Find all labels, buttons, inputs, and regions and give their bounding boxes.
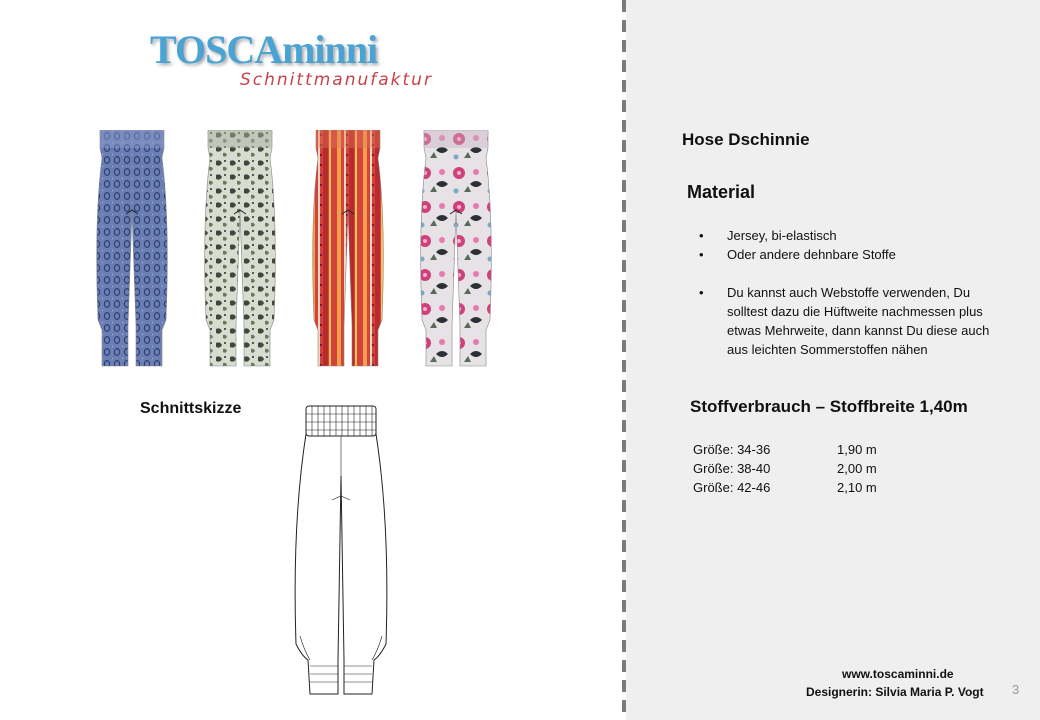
brand-tagline: Schnittmanufaktur bbox=[240, 70, 433, 90]
material-heading: Material bbox=[687, 182, 756, 202]
table-row bbox=[693, 440, 877, 459]
fabric-usage-heading: Stoffverbrauch – Stoffbreite 1,40m bbox=[690, 397, 968, 416]
amount-cell: 1,90 m bbox=[837, 442, 877, 457]
material-item: • Jersey, bi-elastisch bbox=[697, 226, 1007, 245]
size-cell: Größe: 34-36 bbox=[693, 442, 771, 457]
pants-blue-print-image bbox=[92, 130, 172, 370]
material-item: • Oder andere dehnbare Stoffe bbox=[697, 245, 1007, 264]
right-panel bbox=[626, 0, 1040, 720]
pants-paisley-print-image bbox=[200, 130, 280, 370]
table-row bbox=[693, 459, 877, 478]
pants-stripe-print-image bbox=[308, 130, 388, 370]
brand-logo: TOSCAminni bbox=[150, 27, 378, 72]
size-cell: Größe: 38-40 bbox=[693, 461, 771, 476]
website-link[interactable]: www.toscaminni.de bbox=[842, 667, 954, 681]
designer-credit: Designerin: Silvia Maria P. Vogt bbox=[806, 685, 984, 699]
amount-cell: 2,10 m bbox=[837, 480, 877, 495]
material-item: • Du kannst auch Webstoffe verwenden, Du solltest dazu die Hüftweite nachmessen plus etwas Mehrweite, dann kannst Du diese auch aus leichten Sommerstoffen nähen bbox=[697, 283, 1007, 359]
material-list bbox=[697, 226, 1007, 359]
size-cell: Größe: 42-46 bbox=[693, 480, 771, 495]
sketch-label: Schnittskizze bbox=[140, 400, 242, 417]
pants-floral-print-image bbox=[416, 130, 496, 370]
page-number: 3 bbox=[1012, 682, 1020, 697]
fabric-usage-table bbox=[693, 440, 877, 497]
table-row bbox=[693, 478, 877, 497]
amount-cell: 2,00 m bbox=[837, 461, 877, 476]
product-title: Hose Dschinnie bbox=[682, 130, 810, 149]
dashed-divider bbox=[622, 0, 626, 720]
pants-line-sketch bbox=[286, 404, 396, 696]
